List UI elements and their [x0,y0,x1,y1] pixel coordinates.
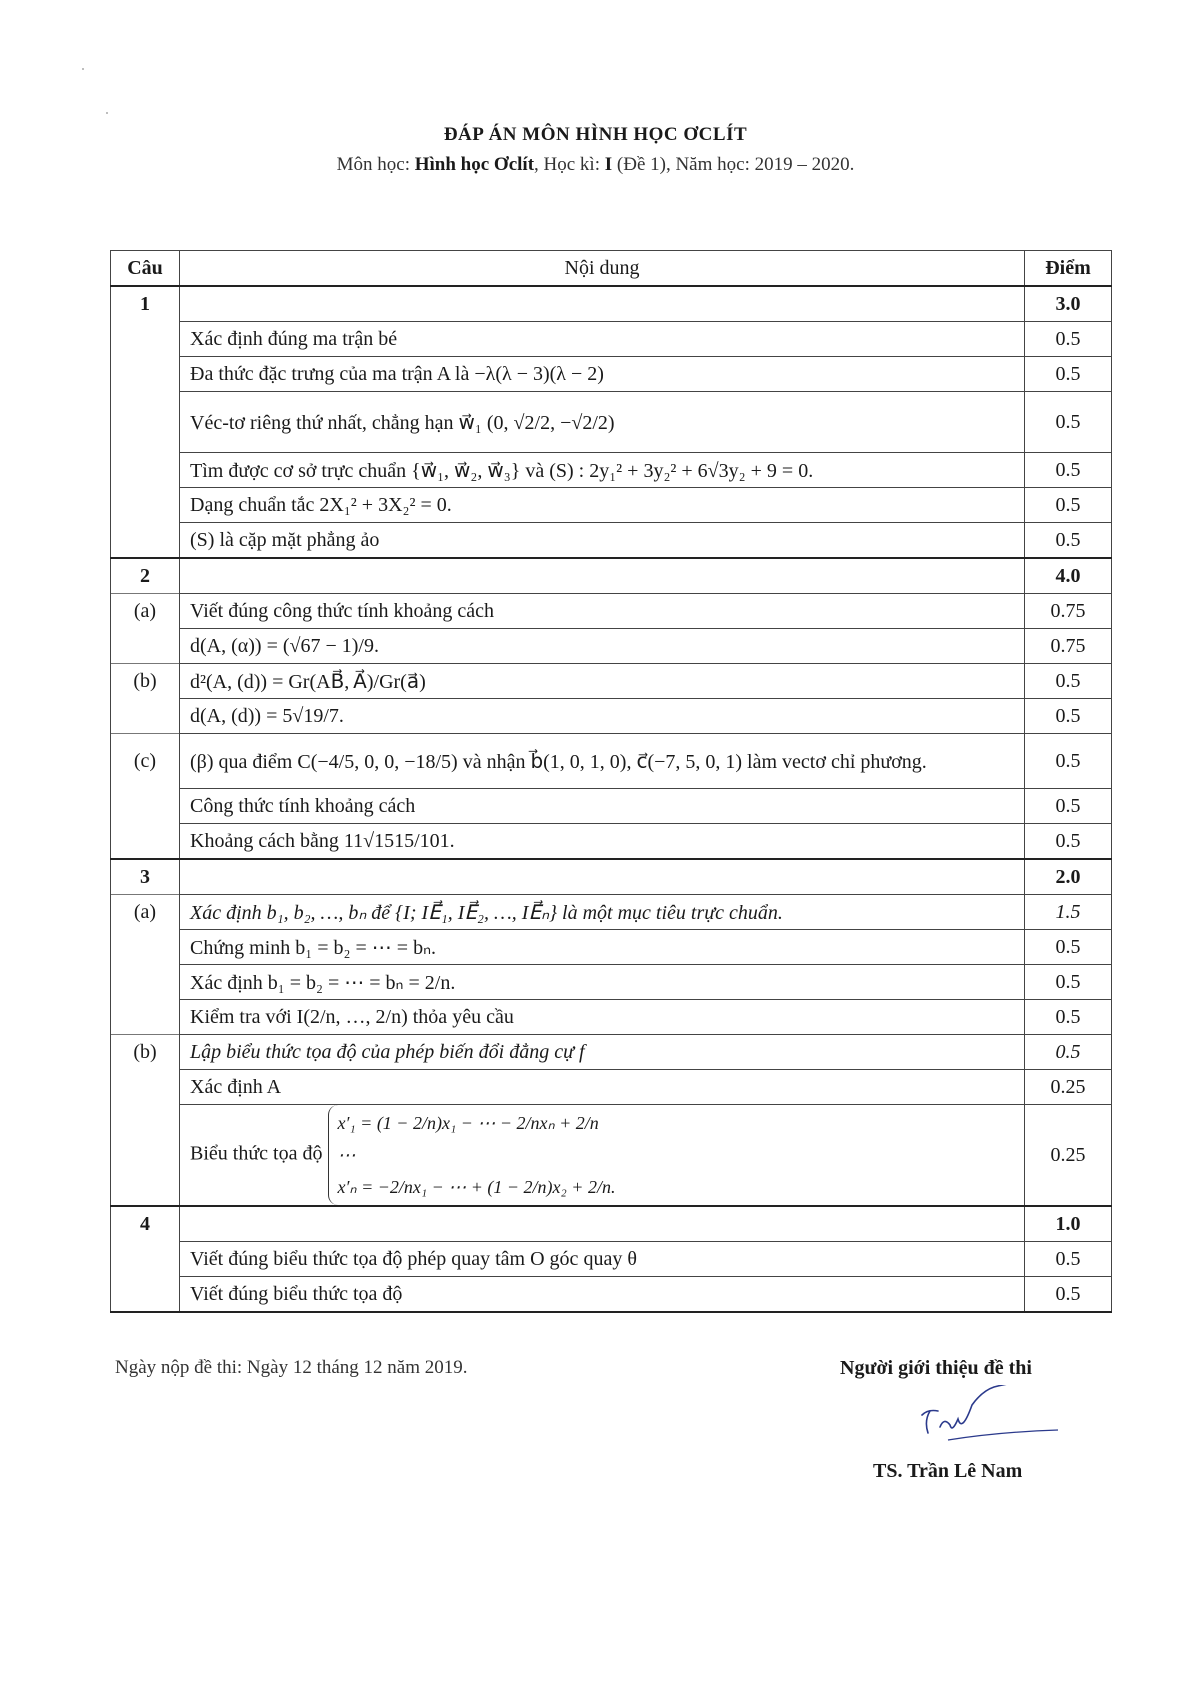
score-cell: 1.5 [1025,895,1112,930]
question-number [111,699,180,734]
content-cell: Viết đúng biểu thức tọa độ [180,1277,1025,1313]
score-cell: 0.5 [1025,453,1112,488]
question-group-row [111,1206,1112,1242]
table-row [111,1242,1112,1277]
content-cell: d(A, (α)) = (√67 − 1)/9. [180,629,1025,664]
content-cell [180,1206,1025,1242]
question-number: (a) [111,895,180,930]
question-number [111,392,180,453]
content-cell: Xác định b₁, b₂, …, bₙ để {I; IE⃗₁, IE⃗₂, …, IE⃗ₙ} là một mục tiêu trực chuẩn. [180,895,1025,930]
question-number [111,789,180,824]
submission-date: Ngày nộp đề thi: Ngày 12 tháng 12 năm 2019. [115,1357,468,1378]
question-number [111,1000,180,1035]
score-cell: 2.0 [1025,859,1112,895]
question-number [111,322,180,357]
score-cell: 0.5 [1025,1000,1112,1035]
header-content: Nội dung [180,251,1025,287]
table-header-row [111,251,1112,287]
score-cell: 3.0 [1025,286,1112,322]
handwritten-signature [900,1385,1080,1455]
score-cell: 0.5 [1025,824,1112,860]
question-number [111,965,180,1000]
content-label: Biểu thức tọa độ [190,1142,323,1165]
question-number [111,824,180,860]
content-cell: Viết đúng biểu thức tọa độ phép quay tâm O góc quay θ [180,1242,1025,1277]
content-cell [180,558,1025,594]
question-number [111,1242,180,1277]
content-cell: d(A, (d)) = 5√19/7. [180,699,1025,734]
content-cell: (S) là cặp mặt phẳng ảo [180,523,1025,559]
table-row [111,488,1112,523]
score-cell: 0.75 [1025,594,1112,629]
content-cell: Lập biểu thức tọa độ của phép biến đổi đẳng cự f [180,1035,1025,1070]
question-number [111,488,180,523]
content-cell: Xác định đúng ma trận bé [180,322,1025,357]
table-row [111,930,1112,965]
score-cell: 0.25 [1025,1070,1112,1105]
table-row [111,1000,1112,1035]
answer-table [110,250,1112,1313]
question-number: 4 [111,1206,180,1242]
table-row [111,392,1112,453]
content-cell: Véc-tơ riêng thứ nhất, chẳng hạn w⃗₁ (0, √2/2, −√2/2) [180,392,1025,453]
table-row [111,789,1112,824]
content-cell: Xác định A [180,1070,1025,1105]
score-cell: 0.5 [1025,734,1112,789]
subtitle-mid: , Học kì: [534,154,605,175]
content-cell [180,286,1025,322]
question-number: (c) [111,734,180,789]
header-score: Điểm [1025,251,1112,287]
question-number [111,523,180,559]
score-cell: 0.5 [1025,322,1112,357]
question-number: 1 [111,286,180,322]
table-row [111,895,1112,930]
question-number [111,1070,180,1105]
table-row [111,664,1112,699]
question-number: 2 [111,558,180,594]
question-group-row [111,859,1112,895]
content-cell: Viết đúng công thức tính khoảng cách [180,594,1025,629]
table-row [111,523,1112,559]
score-cell: 0.5 [1025,930,1112,965]
table-row [111,699,1112,734]
question-number [111,629,180,664]
score-cell: 0.5 [1025,392,1112,453]
equation-line: ⋯ [337,1145,356,1165]
presenter-label: Người giới thiệu đề thi [840,1357,1032,1379]
content-cell: Tìm được cơ sở trực chuẩn {w⃗₁, w⃗₂, w⃗₃} và (S) : 2y₁² + 3y₂² + 6√3y₂ + 9 = 0. [180,453,1025,488]
equation-system [328,1105,623,1205]
content-cell: Đa thức đặc trưng của ma trận A là −λ(λ − 3)(λ − 2) [180,357,1025,392]
question-group-row [111,558,1112,594]
content-cell [180,1105,1025,1207]
table-row [111,1105,1112,1207]
subtitle-prefix: Môn học: [336,154,415,175]
header-question: Câu [111,251,180,287]
table-row [111,1277,1112,1313]
document-title: ĐÁP ÁN MÔN HÌNH HỌC ƠCLÍT [443,124,748,145]
table-row [111,734,1112,789]
table-row [111,1035,1112,1070]
content-cell: Công thức tính khoảng cách [180,789,1025,824]
question-number: (a) [111,594,180,629]
content-cell: Khoảng cách bằng 11√1515/101. [180,824,1025,860]
content-cell: Chứng minh b₁ = b₂ = ⋯ = bₙ. [180,930,1025,965]
scan-speck [106,112,108,114]
question-number [111,1105,180,1207]
subtitle-term: I [604,154,613,175]
content-cell: Dạng chuẩn tắc 2X₁² + 3X₂² = 0. [180,488,1025,523]
subtitle-course: Hình học Ơclít [414,154,535,175]
score-cell: 0.5 [1025,488,1112,523]
subtitle-suffix: (Đề 1), Năm học: 2019 – 2020. [612,154,855,175]
table-row [111,965,1112,1000]
score-cell: 0.5 [1025,523,1112,559]
scan-speck [82,68,84,70]
content-cell: (β) qua điểm C(−4/5, 0, 0, −18/5) và nhận b⃗(1, 0, 1, 0), c⃗(−7, 5, 0, 1) làm vectơ chỉ phương. [180,734,1025,789]
score-cell: 0.75 [1025,629,1112,664]
score-cell: 0.5 [1025,699,1112,734]
score-cell: 0.5 [1025,789,1112,824]
equation-line: x′ₙ = −2/nx₁ − ⋯ + (1 − 2/n)x₂ + 2/n. [337,1177,616,1197]
table-body [111,286,1112,1312]
table-row [111,322,1112,357]
question-number [111,1277,180,1313]
content-cell: Xác định b₁ = b₂ = ⋯ = bₙ = 2/n. [180,965,1025,1000]
score-cell: 1.0 [1025,1206,1112,1242]
table-row [111,629,1112,664]
table-row [111,824,1112,860]
table-row [111,357,1112,392]
question-number [111,453,180,488]
question-number: 3 [111,859,180,895]
table-row [111,594,1112,629]
question-group-row [111,286,1112,322]
score-cell: 0.5 [1025,1277,1112,1313]
equation-line: x′₁ = (1 − 2/n)x₁ − ⋯ − 2/nxₙ + 2/n [337,1113,599,1133]
score-cell: 0.5 [1025,357,1112,392]
presenter-name: TS. Trần Lê Nam [873,1460,1023,1482]
score-cell: 4.0 [1025,558,1112,594]
content-cell [180,859,1025,895]
table-row [111,1070,1112,1105]
content-cell: Kiểm tra với I(2/n, …, 2/n) thỏa yêu cầu [180,1000,1025,1035]
table-row [111,453,1112,488]
question-number: (b) [111,664,180,699]
question-number [111,357,180,392]
content-cell: d²(A, (d)) = Gr(AB⃗, A⃗)/Gr(a⃗) [180,664,1025,699]
score-cell: 0.5 [1025,1035,1112,1070]
score-cell: 0.5 [1025,664,1112,699]
question-number: (b) [111,1035,180,1070]
document-subtitle [0,154,1191,176]
score-cell: 0.5 [1025,1242,1112,1277]
question-number [111,930,180,965]
score-cell: 0.25 [1025,1105,1112,1207]
score-cell: 0.5 [1025,965,1112,1000]
